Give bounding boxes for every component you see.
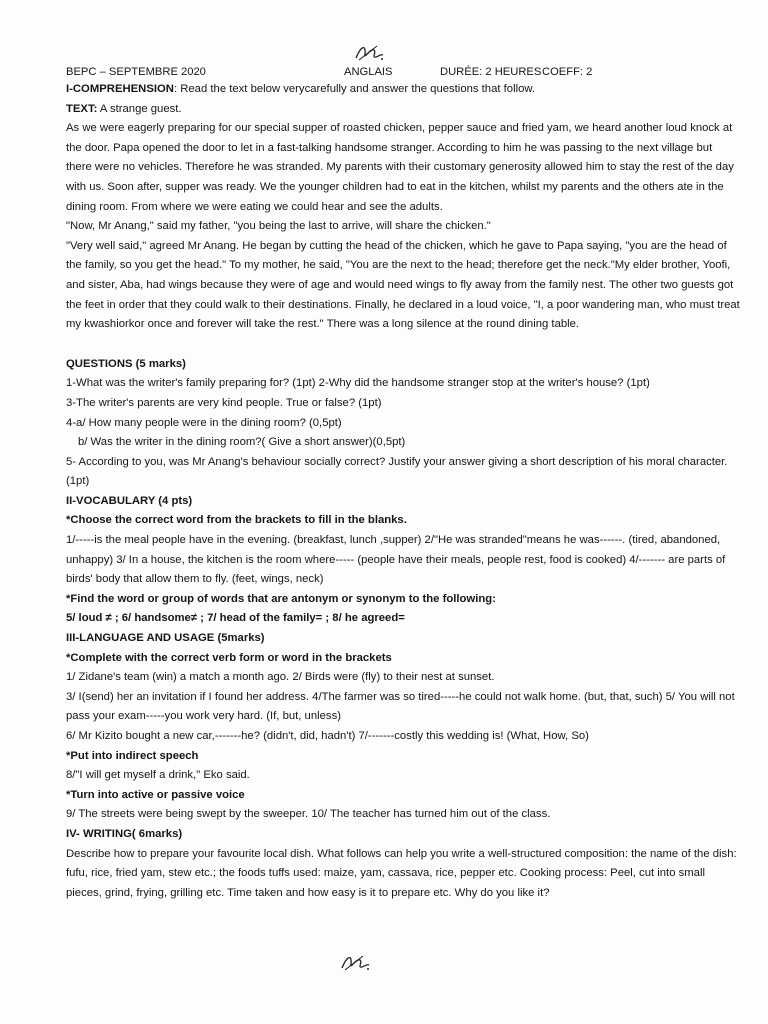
text-title: TEXT: A strange guest. [66, 102, 182, 115]
vocabulary-items-2: 5/ loud ≠ ; 6/ handsome≠ ; 7/ head of the family= ; 8/ he agreed= [66, 612, 405, 625]
exam-header [66, 64, 740, 80]
language-instruction-1: *Complete with the correct verb form or word in the brackets [66, 651, 392, 664]
writing-heading: IV- WRITING( 6marks) [66, 827, 183, 840]
vocabulary-instruction-1: *Choose the correct word from the brackets to fill in the blanks. [66, 514, 407, 527]
question-4b: b/ Was the writer in the dining room?( Give a short answer)(0,5pt) [78, 436, 406, 449]
vocabulary-heading: II-VOCABULARY (4 pts) [66, 494, 193, 507]
writing-text: Describe how to prepare your favourite local dish. What follows can help you write a well-structured composition: the name of the dish: fufu, rice, fried yam, stew etc.; the foods tuffs used: maize, yam, cassava, rice, pepper etc. Cooking process: Peel, cut into small pieces, grind, frying, grilling etc. Time taken and how easy is it to prepare etc. Why do you like it? [66, 847, 737, 899]
question-3: 3-The writer's parents are very kind people. True or false? (1pt) [66, 396, 382, 409]
signature-mark-icon [338, 950, 372, 974]
language-instruction-2: *Put into indirect speech [66, 749, 199, 762]
exam-name: BEPC – SEPTEMBRE 2020 [66, 66, 206, 78]
language-item-8: 8/"I will get myself a drink," Eko said. [66, 769, 250, 782]
vocabulary-items-1: 1/-----is the meal people have in the evening. (breakfast, lunch ,supper) 2/"He was stranded"means he was------. (tired, abandoned, unhappy) 3/ In a house, the kitchen is the room where----- (people have their meals, people rest, food is cooked) 4/------- are parts of birds' body that allow them to fly. (feet, wings, neck) [66, 534, 726, 586]
language-items-3: 6/ Mr Kizito bought a new car,-------he? (didn't, did, hadn't) 7/-------costly this wedding is! (What, How, So) [66, 730, 589, 742]
language-items-9-10: 9/ The streets were being swept by the sweeper. 10/ The teacher has turned him out of the class. [66, 808, 551, 821]
comprehension-heading: I-COMPREHENSION: Read the text below verycarefully and answer the questions that follow. [66, 83, 536, 95]
language-items-1: 1/ Zidane's team (win) a match a month ago. 2/ Birds were (fly) to their nest at sunset. [66, 671, 495, 684]
language-instruction-3: *Turn into active or passive voice [66, 788, 245, 801]
coefficient: COEFF: 2 [542, 66, 593, 78]
language-heading: III-LANGUAGE AND USAGE (5marks) [66, 632, 265, 645]
questions-heading: QUESTIONS (5 marks) [66, 357, 186, 370]
question-5: 5- According to you, was Mr Anang's behaviour socially correct? Justify your answer giving a short description of his moral character. (1pt) [66, 455, 728, 488]
vocabulary-instruction-2: *Find the word or group of words that are antonym or synonym to the following: [66, 592, 496, 605]
text-paragraph-3: "Very well said," agreed Mr Anang. He began by cutting the head of the chicken, which he gave to Papa saying, "you are the head of the family, so you get the head." To my mother, he said, "You are the next to the head; therefore get the neck."My elder brother, Yoofi, and sister, Aba, had wings because they were of age and would need wings to fly away from the family nest. The other two guests got the feet in order that they could walk to their destinations. Finally, he declared in a loud voice, "I, a poor wandering man, who must treat my kwashiorkor once and forever will take the rest." There was a long silence at the round dining table. [66, 239, 740, 331]
question-1-2: 1-What was the writer's family preparing for? (1pt) 2-Why did the handsome stranger stop at the writer's house? (1pt) [66, 377, 650, 390]
language-items-2: 3/ I(send) her an invitation if I found her address. 4/The farmer was so tired-----he could not walk home. (but, that, such) 5/ You will not pass your exam-----you work very hard. (If, but, unless) [66, 690, 735, 723]
text-paragraph-2: "Now, Mr Anang," said my father, "you being the last to arrive, will share the chicken." [66, 220, 491, 233]
duration: DURÉE: 2 HEURES [440, 66, 542, 78]
question-4a: 4-a/ How many people were in the dining room? (0,5pt) [66, 416, 342, 429]
signature-mark-icon [352, 40, 386, 64]
subject: ANGLAIS [344, 66, 393, 78]
text-paragraph-1: As we were eagerly preparing for our special supper of roasted chicken, pepper sauce and fried yam, we heard another loud knock at the door. Papa opened the door to let in a fast-talking handsome stranger. According to him he was passing to the next village but there were no vehicles. Therefore he was stranded. My parents with their customary generosity allowed him to stay the rest of the day with us. Soon after, supper was ready. We the younger children had to eat in the kitchen, whilst my parents and the others ate in the dining room. From where we were eating we could hear and see the adults. [66, 122, 734, 213]
